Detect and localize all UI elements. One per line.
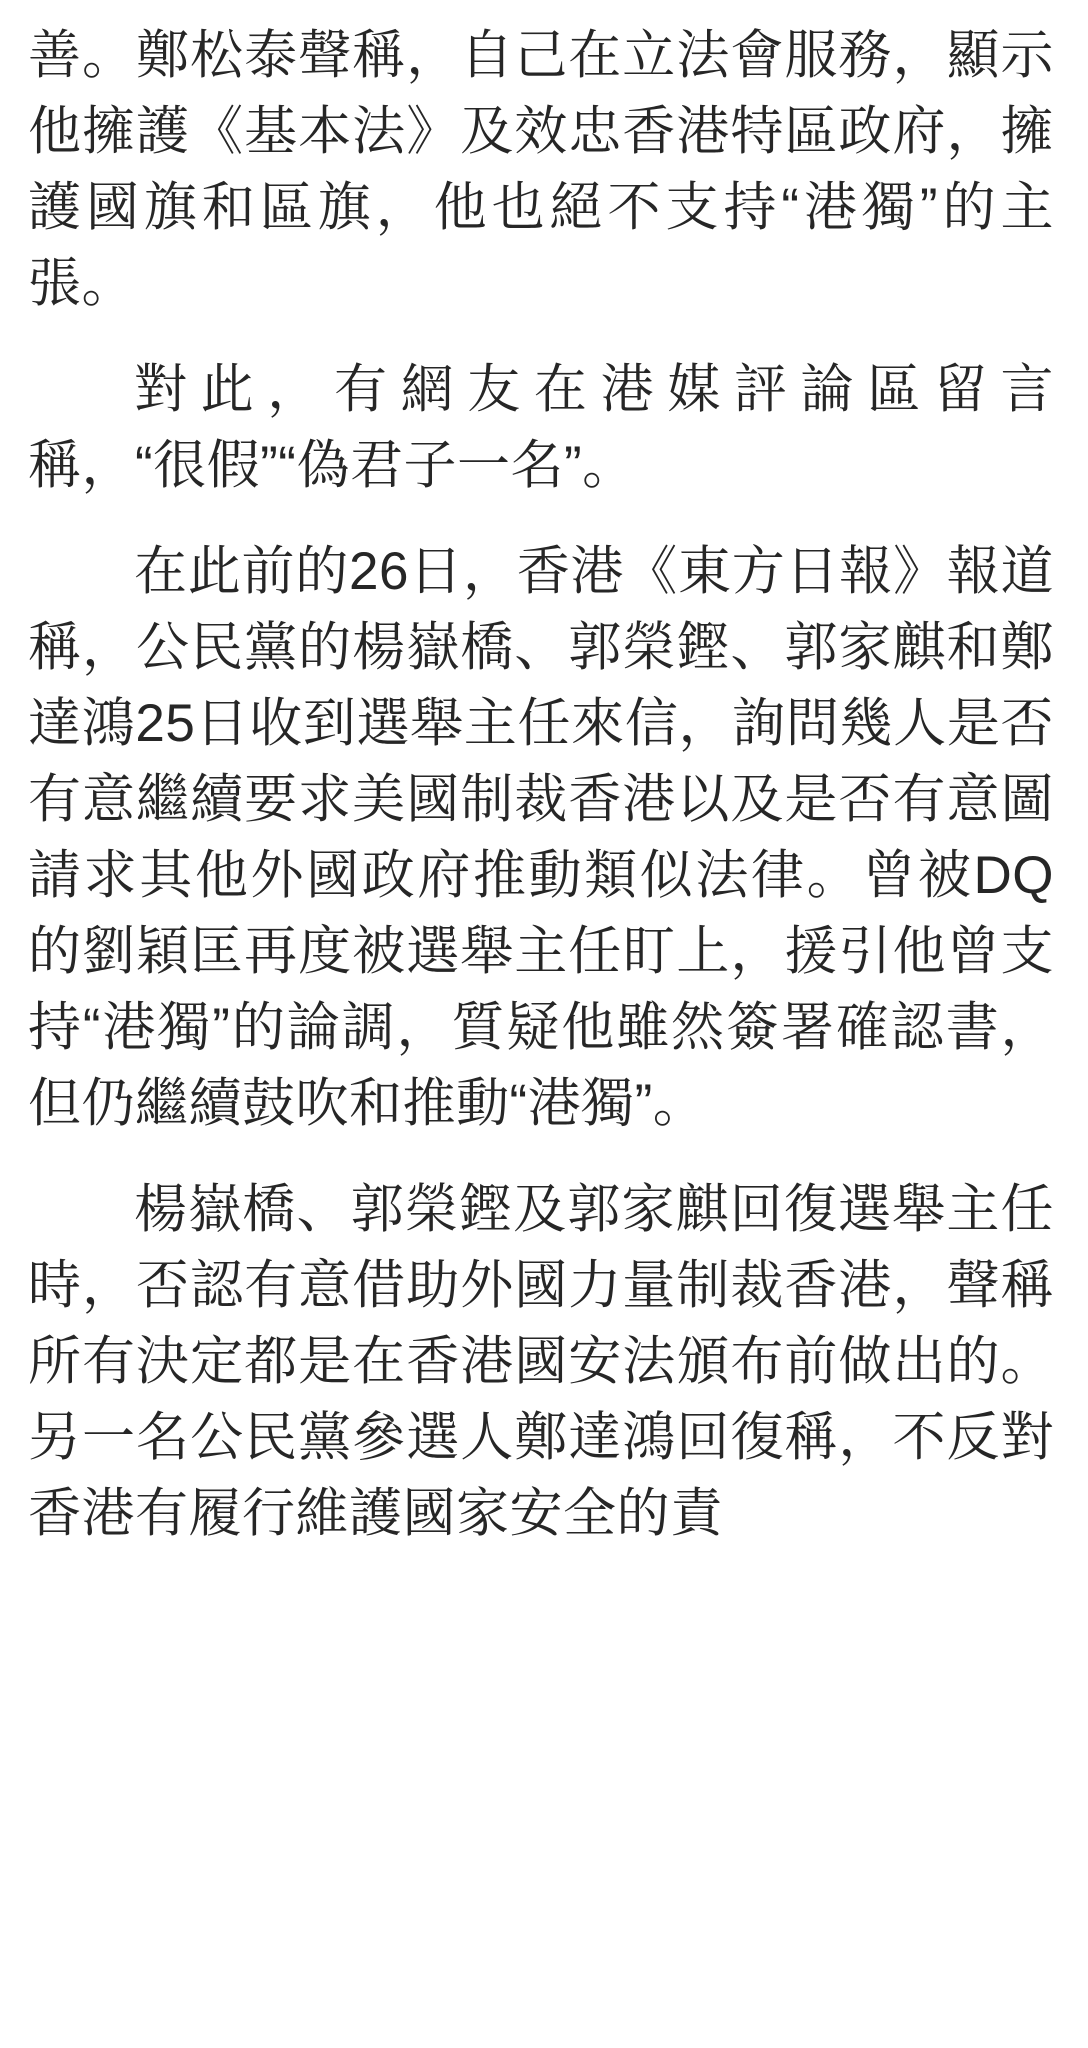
paragraph: 在此前的26日，香港《東方日報》報道稱，公民黨的楊嶽橋、郭榮鏗、郭家麒和鄭達鴻25日收到選舉主任來信，詢問幾人是否有意繼續要求美國制裁香港以及是否有意圖請求其他外國政府推動類似法律。曾被DQ的劉穎匡再度被選舉主任盯上，援引他曾支持“港獨”的論調，質疑他雖然簽署確認書，但仍繼續鼓吹和推動“港獨”。	[28, 542, 1054, 1133]
paragraph: 楊嶽橋、郭榮鏗及郭家麒回復選舉主任時，否認有意借助外國力量制裁香港，聲稱所有決定都是在香港國安法頒布前做出的。另一名公民黨參選人鄭達鴻回復稱，不反對香港有履行維護國家安全的責	[28, 1180, 1054, 1543]
paragraph: 善。鄭松泰聲稱，自己在立法會服務，顯示他擁護《基本法》及效忠香港特區政府，擁護國旗和區旗，他也絕不支持“港獨”的主張。	[28, 26, 1054, 313]
paragraph: 對此，有網友在港媒評論區留言稱，“很假”“偽君子一名”。	[28, 360, 1054, 495]
article-body	[28, 18, 1054, 1552]
